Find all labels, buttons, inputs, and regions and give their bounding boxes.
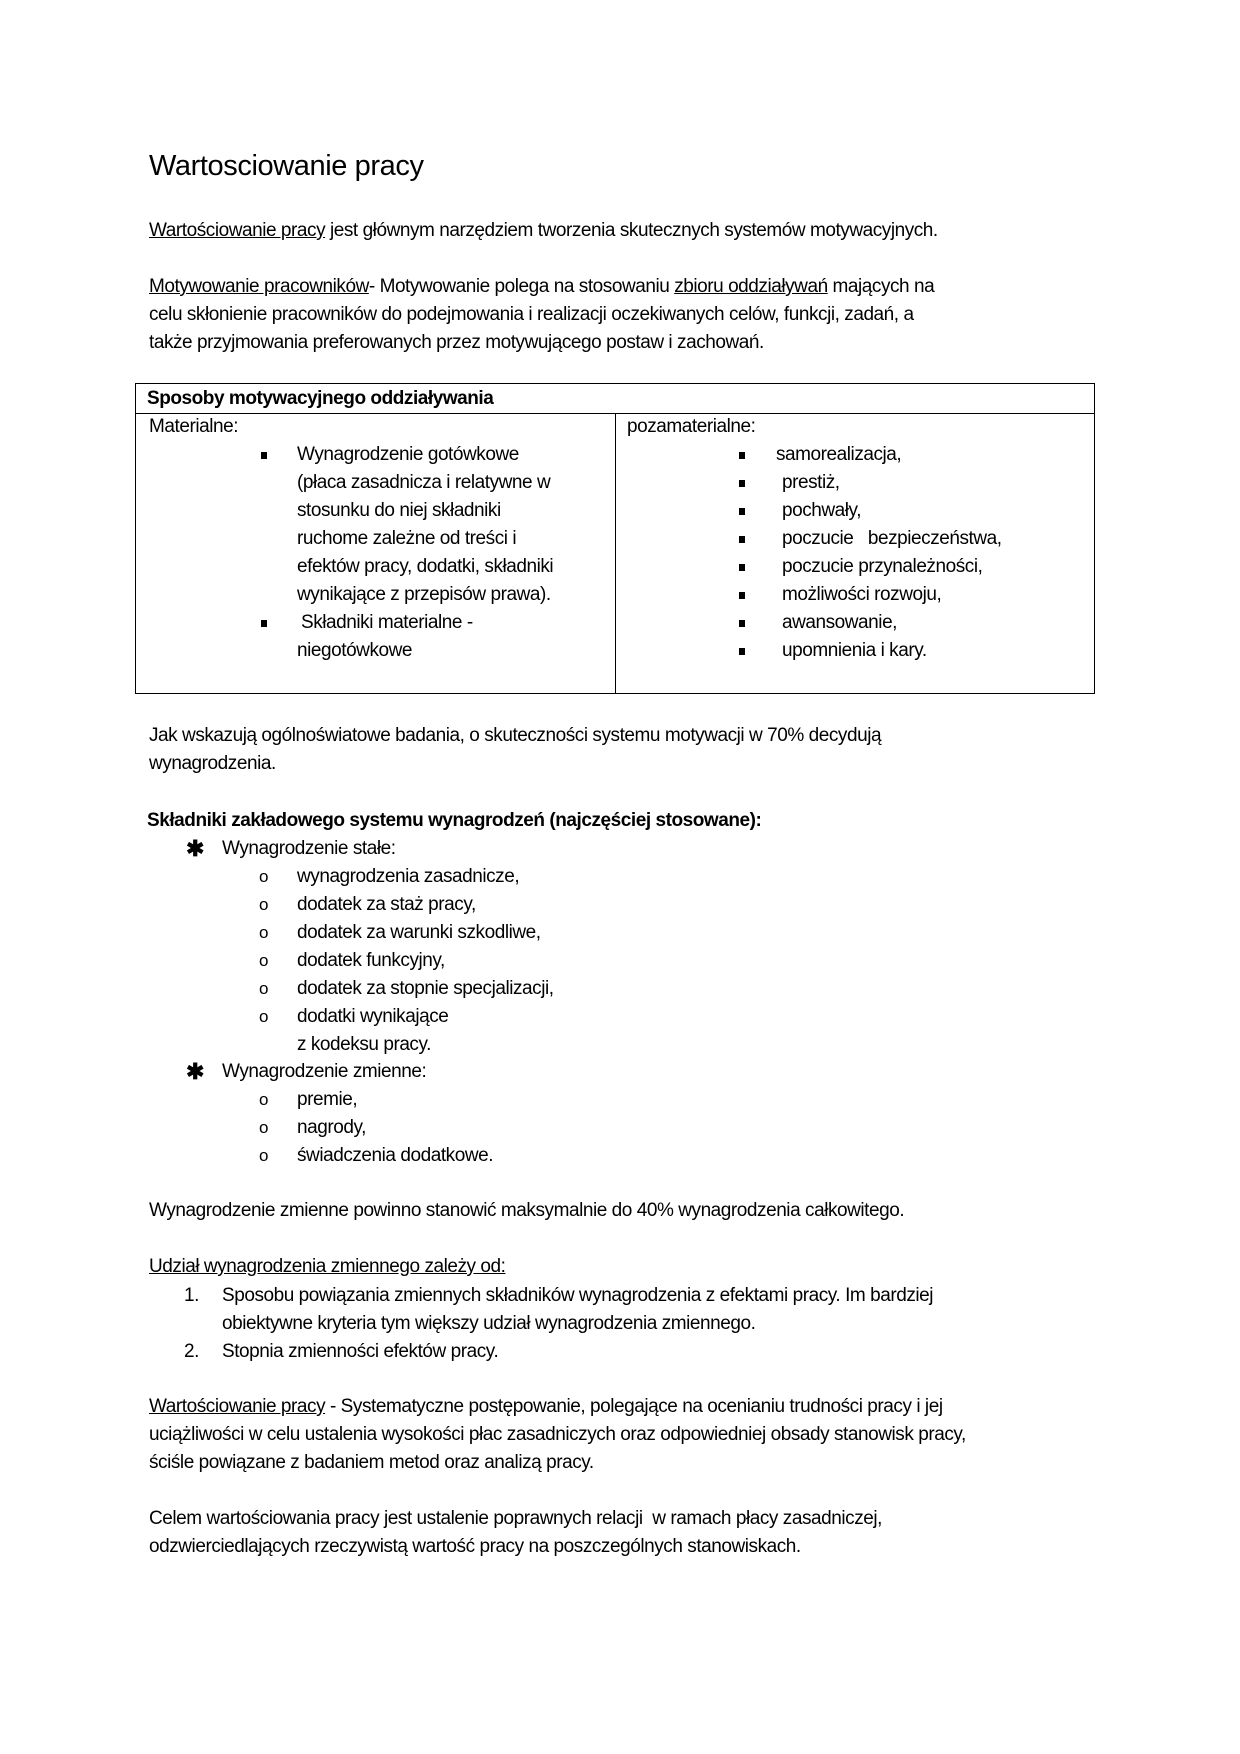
section-heading-underlined: Udział wynagrodzenia zmiennego zależy od:	[149, 1256, 506, 1277]
section-heading: Składniki zakładowego systemu wynagrodzeń (najczęściej stosowane):	[147, 810, 762, 831]
document-title: Wartosciowanie pracy	[149, 150, 424, 182]
bullet-icon	[739, 648, 745, 655]
bullet-icon	[739, 480, 745, 487]
list-item: Wynagrodzenie zmienne:	[222, 1061, 427, 1082]
circle-bullet-icon: o	[259, 895, 269, 914]
circle-bullet-icon: o	[259, 923, 269, 942]
intro-paragraph	[149, 217, 938, 245]
list-item: nagrody,	[297, 1117, 366, 1138]
table-list-item: upomnienia i kary.	[782, 640, 927, 661]
term-underlined: Wartościowanie pracy	[149, 220, 326, 241]
circle-bullet-icon: o	[259, 867, 269, 886]
list-item: dodatek za stopnie specjalizacji,	[297, 978, 554, 999]
numbered-item-line: Sposobu powiązania zmiennych składników wynagrodzenia z efektami pracy. Im bardziej	[222, 1285, 934, 1306]
numbered-item-line: Stopnia zmienności efektów pracy.	[222, 1341, 499, 1362]
table-divider	[615, 413, 616, 693]
variable-pay-paragraph: Wynagrodzenie zmienne powinno stanowić maksymalnie do 40% wynagrodzenia całkowitego.	[149, 1200, 905, 1221]
goal-paragraph-line: odzwierciedlających rzeczywistą wartość pracy na poszczególnych stanowiskach.	[149, 1536, 801, 1557]
table-list-item: pochwały,	[782, 500, 862, 521]
definition-paragraph-line	[149, 1393, 943, 1421]
list-item-continuation: z kodeksu pracy.	[297, 1034, 431, 1055]
list-item: dodatek za warunki szkodliwe,	[297, 922, 541, 943]
table-cell-line: niegotówkowe	[297, 640, 413, 661]
list-item: dodatki wynikające	[297, 1006, 449, 1027]
bullet-icon	[739, 564, 745, 571]
circle-bullet-icon: o	[259, 1007, 269, 1026]
star-bullet-icon: ✱	[186, 1059, 205, 1084]
list-item: dodatek funkcyjny,	[297, 950, 445, 971]
table-cell-line: efektów pracy, dodatki, składniki	[297, 556, 554, 577]
table-cell-line: Wynagrodzenie gotówkowe	[297, 444, 519, 465]
table-cell-line: Składniki materialne -	[301, 612, 473, 633]
motivation-paragraph-line: także przyjmowania preferowanych przez motywującego postaw i zachowań.	[149, 332, 764, 353]
list-item: wynagrodzenia zasadnicze,	[297, 866, 520, 887]
star-bullet-icon: ✱	[186, 836, 205, 861]
motivation-paragraph-line: celu skłonienie pracowników do podejmowania i realizacji oczekiwanych celów, funkcji, zadań, a	[149, 304, 914, 325]
motivation-paragraph-line	[149, 273, 934, 301]
bullet-icon	[739, 620, 745, 627]
list-number: 1.	[184, 1285, 199, 1306]
table-header: Sposoby motywacyjnego oddziaływania	[147, 388, 494, 409]
list-item: Wynagrodzenie stałe:	[222, 838, 396, 859]
term-underlined: Motywowanie pracowników	[149, 276, 369, 297]
list-item: świadczenia dodatkowe.	[297, 1145, 494, 1166]
table-list-item: możliwości rozwoju,	[782, 584, 942, 605]
list-item: premie,	[297, 1089, 358, 1110]
definition-paragraph-line: ściśle powiązane z badaniem metod oraz analizą pracy.	[149, 1452, 594, 1473]
circle-bullet-icon: o	[259, 951, 269, 970]
bullet-icon	[739, 508, 745, 515]
bullet-icon	[261, 620, 267, 627]
goal-paragraph-line: Celem wartościowania pracy jest ustalenie poprawnych relacji w ramach płacy zasadniczej,	[149, 1508, 882, 1529]
table-cell-line: (płaca zasadnicza i relatywne w	[297, 472, 551, 493]
bullet-icon	[261, 452, 267, 459]
table-cell-line: stosunku do niej składniki	[297, 500, 501, 521]
left-column-label: Materialne:	[149, 416, 239, 437]
table-list-item: poczucie przynależności,	[782, 556, 983, 577]
research-paragraph-line: wynagrodzenia.	[149, 753, 276, 774]
bullet-icon	[739, 592, 745, 599]
table-list-item: samorealizacja,	[776, 444, 902, 465]
list-item: dodatek za staż pracy,	[297, 894, 476, 915]
text: - Systematyczne postępowanie, polegające na ocenianiu trudności pracy i jej	[325, 1396, 943, 1417]
circle-bullet-icon: o	[259, 1090, 269, 1109]
list-number: 2.	[184, 1341, 199, 1362]
research-paragraph-line: Jak wskazują ogólnoświatowe badania, o skuteczności systemu motywacji w 70% decydują	[149, 725, 882, 746]
table-list-item: poczucie bezpieczeństwa,	[782, 528, 1002, 549]
table-cell-line: ruchome zależne od treści i	[297, 528, 517, 549]
table-cell-line: wynikające z przepisów prawa).	[297, 584, 551, 605]
bullet-icon	[739, 536, 745, 543]
definition-paragraph-line: uciążliwości w celu ustalenia wysokości płac zasadniczych oraz odpowiedniej obsady stanowisk pracy,	[149, 1424, 966, 1445]
text: mających na	[827, 276, 935, 297]
text: - Motywowanie polega na stosowaniu	[368, 276, 675, 297]
right-column-label: pozamaterialne:	[627, 416, 756, 437]
bullet-icon	[739, 452, 745, 459]
term-underlined: zbioru oddziaływań	[674, 276, 828, 297]
circle-bullet-icon: o	[259, 1118, 269, 1137]
circle-bullet-icon: o	[259, 979, 269, 998]
circle-bullet-icon: o	[259, 1146, 269, 1165]
numbered-item-line: obiektywne kryteria tym większy udział wynagrodzenia zmiennego.	[222, 1313, 756, 1334]
table-list-item: awansowanie,	[782, 612, 898, 633]
table-list-item: prestiż,	[782, 472, 840, 493]
term-underlined: Wartościowanie pracy	[149, 1396, 326, 1417]
text: jest głównym narzędziem tworzenia skutecznych systemów motywacyjnych.	[325, 220, 938, 241]
